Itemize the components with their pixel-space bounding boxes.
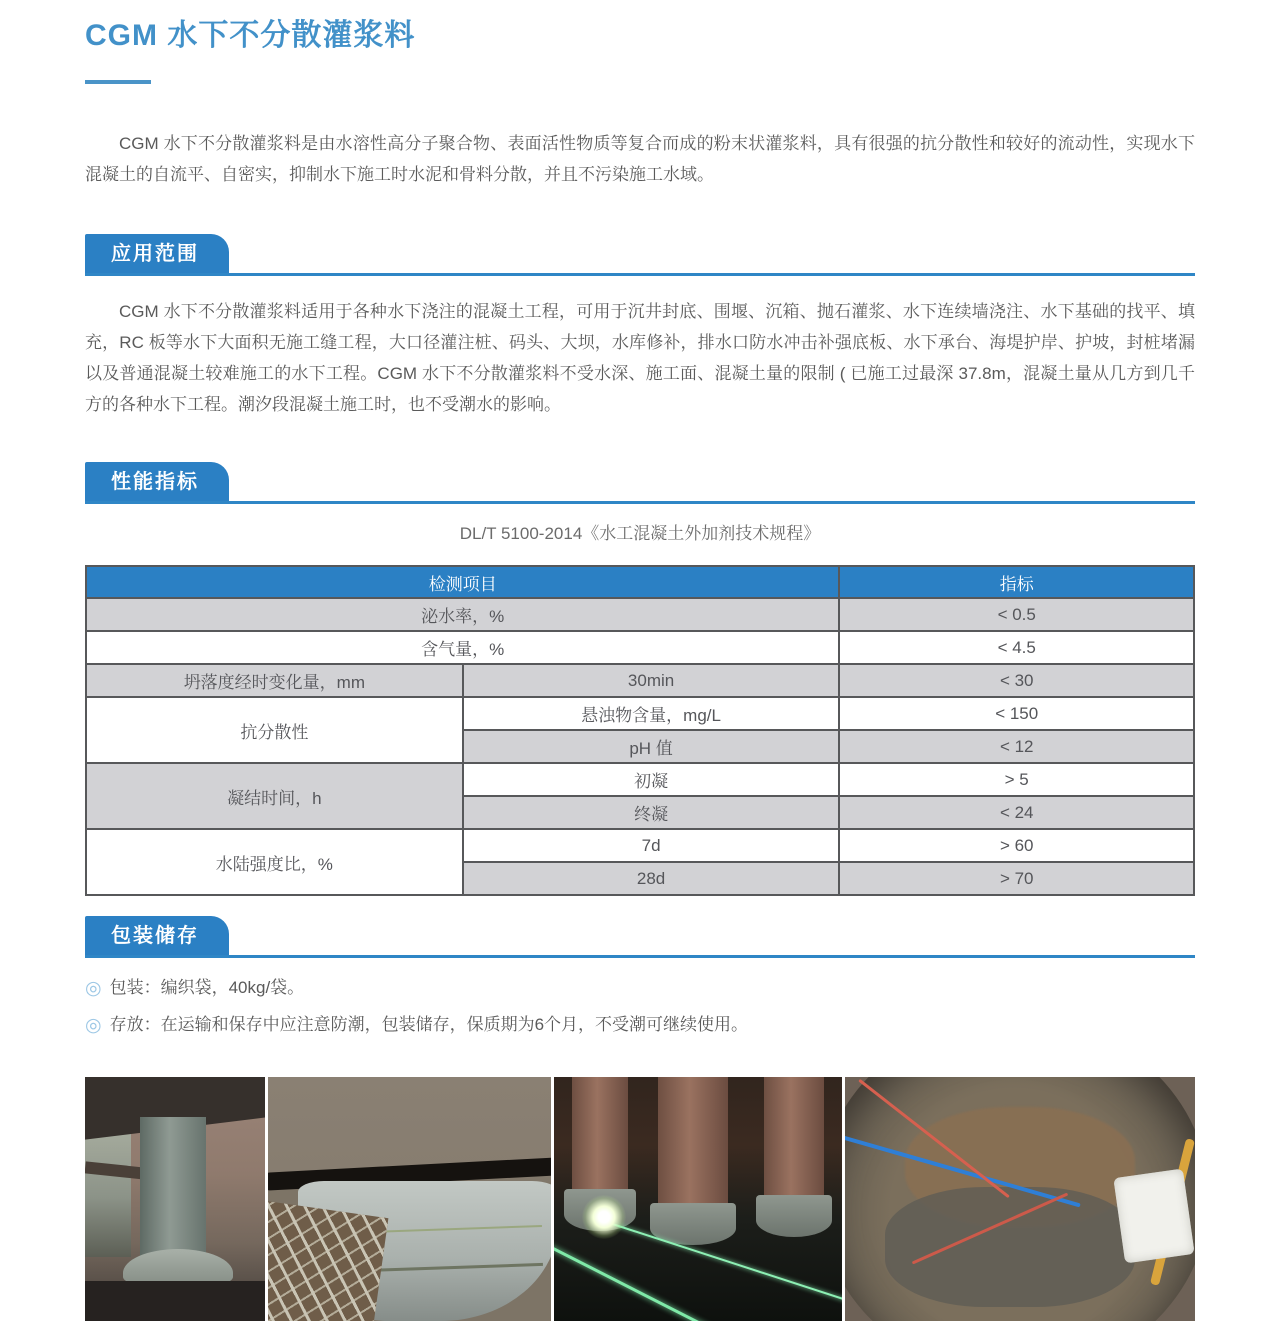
- value-cell: < 4.5: [839, 631, 1194, 664]
- page-title: CGM 水下不分散灌浆料: [85, 19, 416, 52]
- intro-paragraph: CGM 水下不分散灌浆料是由水溶性高分子聚合物、表面活性物质等复合而成的粉末状灌浆料，具有很强的抗分散性和较好的流动性，实现水下混凝土的自流平、自密实，抑制水下施工时水泥和骨料分散，并且不污染施工水域。: [85, 134, 1195, 184]
- group-cell: 凝结时间，h: [86, 763, 463, 829]
- sub-item-cell: pH 值: [463, 730, 840, 763]
- application-section-badge: 应用范围: [85, 234, 229, 273]
- section-header-packaging: [85, 916, 1195, 958]
- application-paragraph: CGM 水下不分散灌浆料适用于各种水下浇注的混凝土工程，可用于沉井封底、围堰、沉箱、抛石灌浆、水下连续墙浇注、水下基础的找平、填充，RC 板等水下大面积无施工缝工程，大口径灌注桩、码头、大坝，水库修补，排水口防水冲击补强底板、水下承台、海堤护岸、护坡，封桩堵漏以及普通混凝土较难施工的水下工程。CGM 水下不分散灌浆料不受水深、施工面、混凝土量的限制 ( 已施工过最深 37.8m，混凝土量从几方到几千方的各种水下工程。潮汐段混凝土施工时，也不受潮水的影响。: [85, 302, 1195, 414]
- table-row: [86, 664, 1194, 697]
- title-underline: [85, 80, 151, 84]
- value-cell: < 24: [839, 796, 1194, 829]
- item-cell: 坍落度经时变化量，mm: [86, 664, 463, 697]
- value-cell: > 5: [839, 763, 1194, 796]
- bullseye-bullet-icon: ◎: [85, 1014, 102, 1036]
- group-cell: 水陆强度比，%: [86, 829, 463, 895]
- item-cell: 含气量，%: [86, 631, 839, 664]
- table-header-row: [86, 566, 1194, 598]
- group-cell: 抗分散性: [86, 697, 463, 763]
- value-cell: > 60: [839, 829, 1194, 862]
- value-cell: < 12: [839, 730, 1194, 763]
- value-cell: < 150: [839, 697, 1194, 730]
- table-row: [86, 631, 1194, 664]
- section-header-application: [85, 234, 1195, 276]
- photo-caisson-pit-mud: [845, 1077, 1195, 1321]
- sub-item-cell: 30min: [463, 664, 840, 697]
- photo-pier-column-grouting: [85, 1077, 265, 1321]
- sub-item-cell: 28d: [463, 862, 840, 895]
- photo-pier-base-closeup: [268, 1077, 551, 1321]
- content-area: [85, 0, 1195, 1321]
- photo-night-laser-piers: [554, 1077, 842, 1321]
- value-cell: < 0.5: [839, 598, 1194, 631]
- bullseye-bullet-icon: ◎: [85, 977, 102, 999]
- performance-section-badge: 性能指标: [85, 462, 229, 501]
- sub-item-cell: 7d: [463, 829, 840, 862]
- table-row: [86, 763, 1194, 796]
- sub-item-cell: 初凝: [463, 763, 840, 796]
- value-cell: > 70: [839, 862, 1194, 895]
- packaging-bullet-list: [85, 976, 1195, 1037]
- list-item: [85, 976, 1195, 1000]
- bullet-text: 存放：在运输和保存中应注意防潮，包装储存，保质期为6个月，不受潮可继续使用。: [109, 1015, 749, 1034]
- col-header-index: 指标: [839, 566, 1194, 598]
- item-cell: 泌水率，%: [86, 598, 839, 631]
- standard-reference: DL/T 5100-2014《水工混凝土外加剂技术规程》: [459, 524, 821, 543]
- bullet-text: 包装：编织袋，40kg/袋。: [109, 978, 305, 997]
- site-photo-strip: [85, 1077, 1195, 1321]
- table-row: [86, 598, 1194, 631]
- section-header-performance: [85, 462, 1195, 504]
- performance-table: [85, 565, 1195, 896]
- list-item: [85, 1013, 1195, 1037]
- table-row: [86, 697, 1194, 730]
- value-cell: < 30: [839, 664, 1194, 697]
- sub-item-cell: 终凝: [463, 796, 840, 829]
- table-row: [86, 829, 1194, 862]
- packaging-section-badge: 包装储存: [85, 916, 229, 955]
- col-header-item: 检测项目: [86, 566, 839, 598]
- sub-item-cell: 悬浊物含量，mg/L: [463, 697, 840, 730]
